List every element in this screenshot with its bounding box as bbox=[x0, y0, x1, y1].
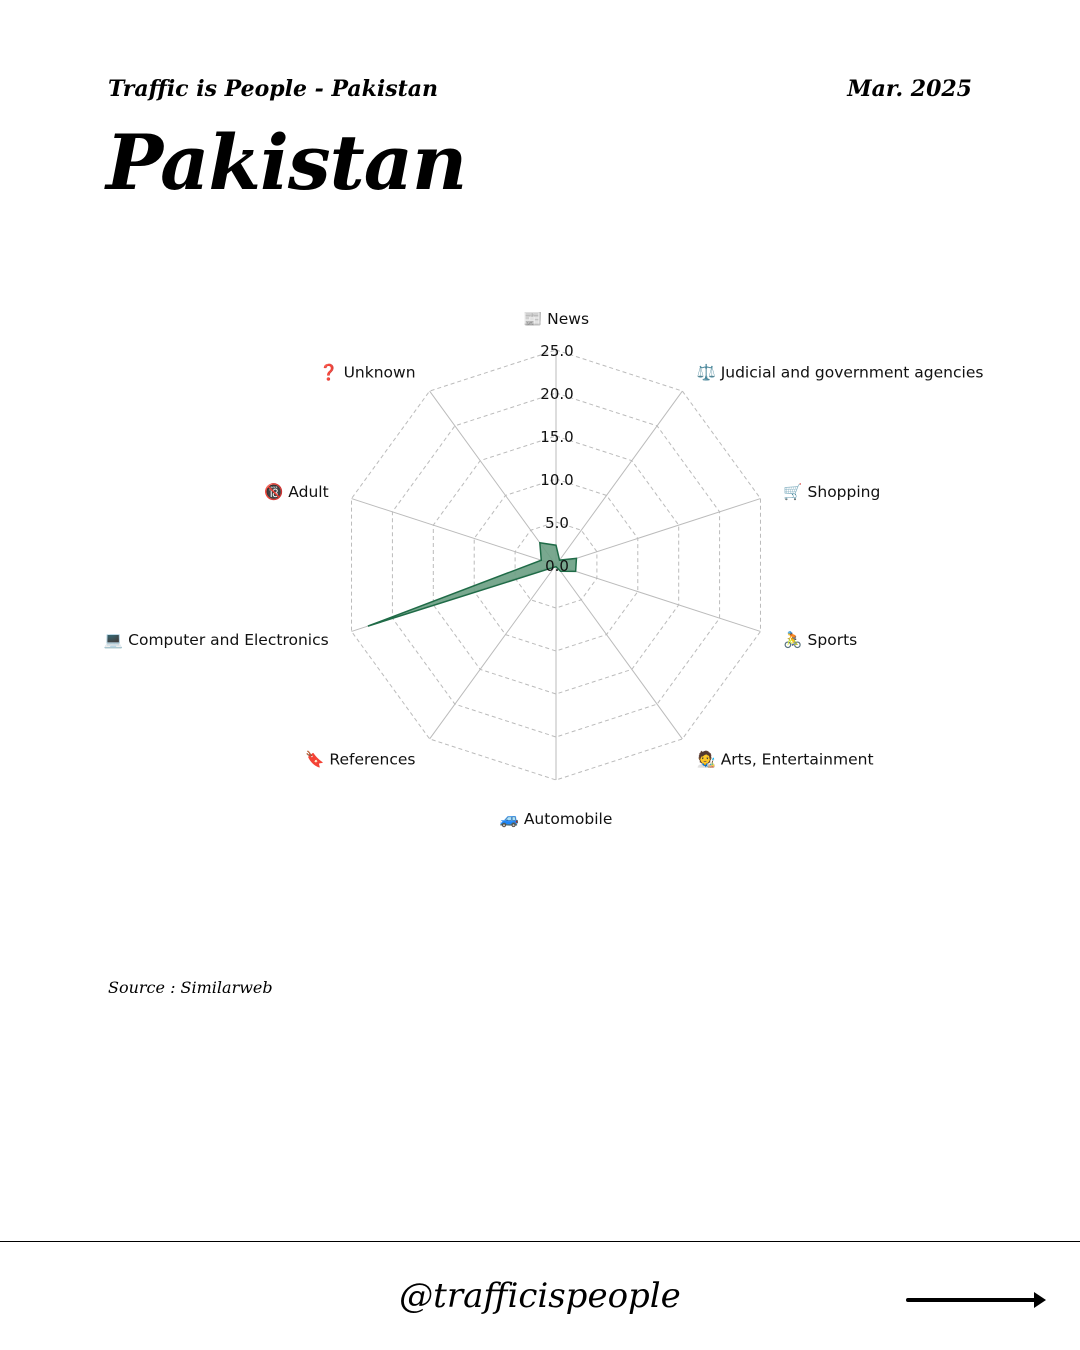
radial-tick-label: 10.0 bbox=[540, 471, 574, 489]
radial-tick-label: 20.0 bbox=[540, 385, 574, 403]
axis-label-text: Judicial and government agencies bbox=[720, 363, 984, 382]
axis-label bbox=[264, 482, 329, 501]
axis-label-text: Unknown bbox=[343, 363, 416, 382]
grid-spoke bbox=[430, 565, 556, 739]
axis-label bbox=[104, 631, 329, 649]
footer-divider bbox=[0, 1241, 1080, 1242]
page-title: Pakistan bbox=[106, 118, 467, 207]
source-note: Source : Similarweb bbox=[108, 978, 273, 997]
axis-label-text: Adult bbox=[288, 483, 329, 502]
radial-tick-label: 15.0 bbox=[540, 428, 574, 446]
social-handle[interactable]: @trafficispeople bbox=[399, 1276, 681, 1316]
grid-spoke bbox=[556, 391, 682, 565]
axis-label-text: Automobile bbox=[523, 810, 613, 828]
cyclist-icon: 🚴 bbox=[783, 630, 808, 649]
header-date: Mar. 2025 bbox=[847, 76, 972, 102]
grid-spoke bbox=[352, 499, 556, 565]
grid-spoke bbox=[556, 565, 760, 631]
axis-label bbox=[523, 310, 589, 328]
newspaper-icon: 📰 bbox=[522, 310, 548, 328]
question-mark-icon: ❓ bbox=[319, 363, 344, 382]
series-area bbox=[368, 543, 577, 626]
next-arrow-icon[interactable] bbox=[906, 1286, 1050, 1314]
radial-tick-label: 25.0 bbox=[540, 342, 574, 360]
radial-tick-label: 0.0 bbox=[545, 557, 569, 575]
axis-label bbox=[696, 363, 983, 382]
bookmark-icon: 🔖 bbox=[305, 750, 330, 769]
artist-icon: 🧑‍🎨 bbox=[696, 750, 721, 769]
axis-label-text: Arts, Entertainment bbox=[720, 750, 874, 769]
axis-label bbox=[783, 482, 880, 501]
axis-label-text: News bbox=[547, 310, 590, 328]
axis-label-text: References bbox=[329, 750, 416, 769]
grid-spoke bbox=[556, 499, 760, 565]
axis-label bbox=[305, 749, 415, 768]
laptop-icon: 💻 bbox=[103, 630, 129, 649]
scales-icon: ⚖️ bbox=[696, 363, 721, 382]
axis-label bbox=[783, 630, 857, 649]
grid-spoke bbox=[430, 391, 556, 565]
axis-label-text: Sports bbox=[807, 630, 858, 649]
no-under-18-icon: 🔞 bbox=[264, 483, 289, 502]
header-kicker: Traffic is People - Pakistan bbox=[108, 76, 439, 102]
shopping-cart-icon: 🛒 bbox=[783, 483, 808, 502]
axis-label-text: Computer and Electronics bbox=[128, 630, 329, 649]
axis-label bbox=[696, 749, 873, 768]
axis-label-text: Shopping bbox=[807, 483, 881, 502]
radial-tick-label: 5.0 bbox=[545, 514, 569, 532]
axis-label bbox=[500, 810, 613, 828]
car-icon: 🚙 bbox=[499, 810, 524, 828]
axis-label bbox=[319, 363, 415, 382]
grid-spoke bbox=[556, 565, 682, 739]
